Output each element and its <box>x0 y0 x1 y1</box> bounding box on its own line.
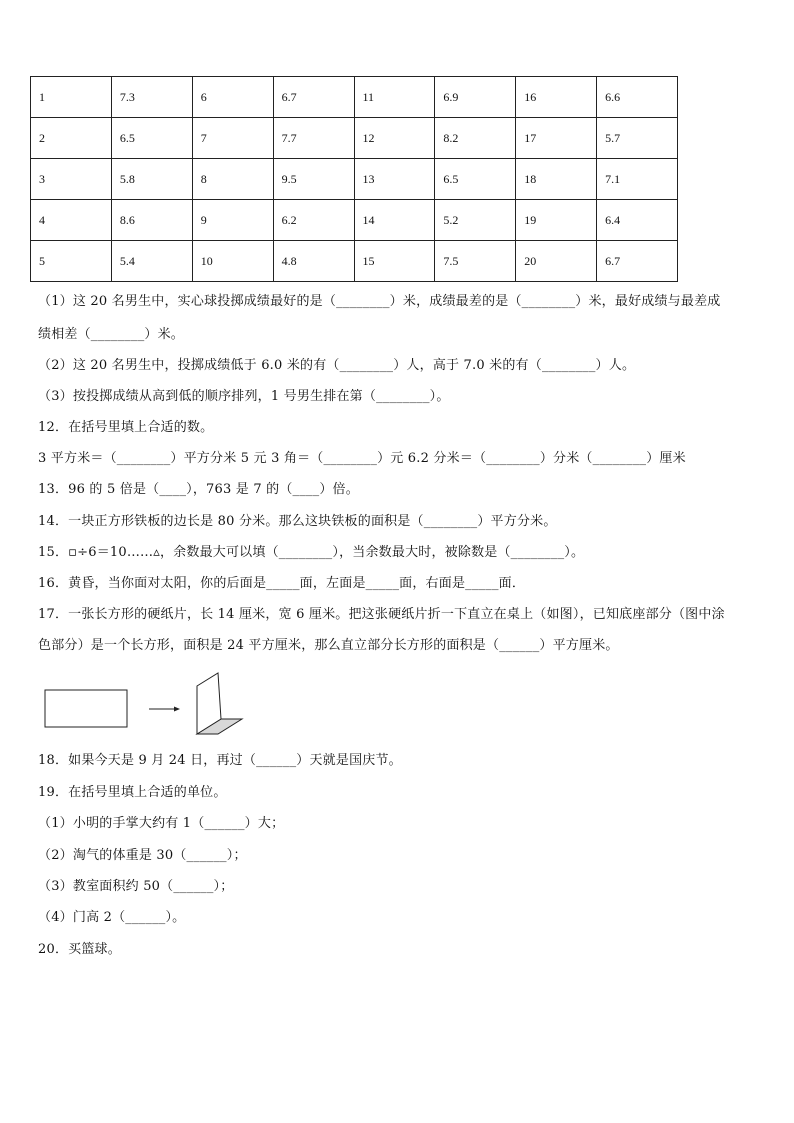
folded-card-figure <box>0 668 794 738</box>
table-cell: 4 <box>31 200 112 241</box>
table-cell: 16 <box>516 77 597 118</box>
table-cell: 14 <box>354 200 435 241</box>
table-cell: 1 <box>31 77 112 118</box>
table-row <box>31 241 678 282</box>
q19-item4: （4）门高 2（______）。 <box>38 910 186 925</box>
table-cell: 7.7 <box>273 118 354 159</box>
q13: 13．96 的 5 倍是（____），763 是 7 的（____）倍。 <box>38 482 359 497</box>
table-cell: 6 <box>192 77 273 118</box>
table-cell: 6.4 <box>597 200 678 241</box>
arrow-head-icon <box>174 707 180 712</box>
table-cell: 4.8 <box>273 241 354 282</box>
table-cell: 9 <box>192 200 273 241</box>
table-cell: 8 <box>192 159 273 200</box>
q20: 20．买篮球。 <box>38 942 121 957</box>
q11-part1-line2: 绩相差（________）米。 <box>38 327 185 342</box>
q12-title: 12．在括号里填上合适的数。 <box>38 420 214 435</box>
table-cell: 7.1 <box>597 159 678 200</box>
q17-line2: 色部分）是一个长方形，面积是 24 平方厘米，那么直立部分长方形的面积是（______）平方厘米。 <box>38 638 619 653</box>
q19-item3: （3）教室面积约 50（______）； <box>38 879 234 894</box>
q15: 15．▫÷6＝10……▵，余数最大可以填（________），当余数最大时，被除数是（________）。 <box>38 545 585 560</box>
table-cell: 8.6 <box>111 200 192 241</box>
table-cell: 18 <box>516 159 597 200</box>
q18: 18．如果今天是 9 月 24 日，再过（______）天就是国庆节。 <box>38 753 402 768</box>
table-cell: 5.4 <box>111 241 192 282</box>
table-cell: 6.5 <box>435 159 516 200</box>
q19-item2: （2）淘气的体重是 30（______）； <box>38 848 247 863</box>
table-cell: 12 <box>354 118 435 159</box>
q14: 14．一块正方形铁板的边长是 80 分米。那么这块铁板的面积是（________）平方分米。 <box>38 514 557 529</box>
score-table <box>30 76 678 282</box>
table-cell: 7.5 <box>435 241 516 282</box>
table-cell: 7.3 <box>111 77 192 118</box>
table-row <box>31 200 678 241</box>
q19-title: 19．在括号里填上合适的单位。 <box>38 785 227 800</box>
table-cell: 5.7 <box>597 118 678 159</box>
table-cell: 5.2 <box>435 200 516 241</box>
q11-part3: （3）按投掷成绩从高到低的顺序排列，1 号男生排在第（________）。 <box>38 389 450 404</box>
table-cell: 6.7 <box>597 241 678 282</box>
q17-line1: 17．一张长方形的硬纸片，长 14 厘米，宽 6 厘米。把这张硬纸片折一下直立在桌上（如图），已知底座部分（图中涂 <box>38 607 725 622</box>
q12-items: 3 平方米＝（________）平方分米 5 元 3 角＝（________）元 6.2 分米＝（________）分米（________）厘米 <box>38 451 686 466</box>
table-cell: 20 <box>516 241 597 282</box>
table-cell: 3 <box>31 159 112 200</box>
table-cell: 15 <box>354 241 435 282</box>
table-cell: 17 <box>516 118 597 159</box>
table-row <box>31 159 678 200</box>
table-cell: 6.5 <box>111 118 192 159</box>
table-row <box>31 77 678 118</box>
table-cell: 2 <box>31 118 112 159</box>
q11-part2: （2）这 20 名男生中，投掷成绩低于 6.0 米的有（________）人，高于 7.0 米的有（________）人。 <box>38 358 636 373</box>
table-cell: 19 <box>516 200 597 241</box>
q19-item1: （1）小明的手掌大约有 1（______）大； <box>38 816 285 831</box>
table-cell: 6.9 <box>435 77 516 118</box>
table-cell: 11 <box>354 77 435 118</box>
table-cell: 13 <box>354 159 435 200</box>
flat-card-rectangle <box>45 690 127 727</box>
table-cell: 7 <box>192 118 273 159</box>
q16: 16．黄昏，当你面对太阳，你的后面是_____面，左面是_____面，右面是_____面． <box>38 576 526 591</box>
table-cell: 5 <box>31 241 112 282</box>
q11-part1-line1: （1）这 20 名男生中，实心球投掷成绩最好的是（________）米，成绩最差的是（________）米，最好成绩与最差成 <box>38 294 721 309</box>
table-cell: 10 <box>192 241 273 282</box>
table-cell: 6.6 <box>597 77 678 118</box>
table-cell: 6.2 <box>273 200 354 241</box>
table-cell: 5.8 <box>111 159 192 200</box>
table-cell: 8.2 <box>435 118 516 159</box>
table-row <box>31 118 678 159</box>
table-cell: 9.5 <box>273 159 354 200</box>
table-cell: 6.7 <box>273 77 354 118</box>
